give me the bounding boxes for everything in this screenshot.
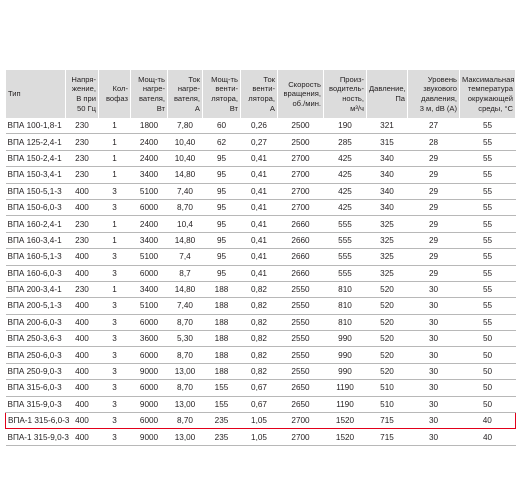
table-cell: 190 [324, 118, 367, 134]
table-cell-type: ВПА 200-6,0-3 [6, 314, 66, 330]
table-cell: 50 [460, 380, 516, 396]
table-cell: 8,70 [168, 380, 203, 396]
table-cell: 13,00 [168, 396, 203, 412]
table-cell: 2400 [131, 134, 168, 150]
table-cell: 3 [99, 429, 131, 445]
table-cell: 230 [66, 232, 99, 248]
table-row [6, 281, 516, 297]
table-cell: 425 [324, 150, 367, 166]
header-cell-max-temperature: Максимальная температура окружающей среды, °С [460, 70, 516, 118]
table-cell: 1520 [324, 413, 367, 429]
table-cell: 6000 [131, 314, 168, 330]
table-cell-type: ВПА 250-6,0-3 [6, 347, 66, 363]
table-cell: 55 [460, 216, 516, 232]
table-row [6, 232, 516, 248]
table-cell: 510 [367, 396, 408, 412]
table-row [6, 331, 516, 347]
table-cell: 2550 [278, 363, 324, 379]
table-row [6, 118, 516, 134]
table-cell: 3 [99, 396, 131, 412]
table-cell: 230 [66, 134, 99, 150]
table-cell: 3 [99, 183, 131, 199]
table-cell: 29 [408, 216, 460, 232]
header-cell-heater-current: Ток нагре- вателя, А [168, 70, 203, 118]
table-row [6, 265, 516, 281]
table-cell: 14,80 [168, 167, 203, 183]
table-row [6, 298, 516, 314]
table-cell: 3 [99, 380, 131, 396]
table-cell: 0,41 [241, 265, 278, 281]
table-cell: 400 [66, 380, 99, 396]
table-cell: 29 [408, 150, 460, 166]
table-cell: 3600 [131, 331, 168, 347]
table-cell: 1190 [324, 396, 367, 412]
table-cell: 285 [324, 134, 367, 150]
table-row [6, 396, 516, 412]
table-cell: 60 [203, 118, 241, 134]
table-cell: 55 [460, 249, 516, 265]
table-cell: 50 [460, 396, 516, 412]
table-cell: 55 [460, 281, 516, 297]
table-cell: 2550 [278, 298, 324, 314]
table-cell: 425 [324, 199, 367, 215]
table-cell: 95 [203, 183, 241, 199]
table-cell: 1 [99, 118, 131, 134]
table-cell: 3 [99, 331, 131, 347]
table-cell: 230 [66, 118, 99, 134]
header-cell-sound-level: Уровень звукового давления, 3 м, dB (А) [408, 70, 460, 118]
table-cell: 6000 [131, 347, 168, 363]
table-cell: 340 [367, 183, 408, 199]
table-cell: 30 [408, 396, 460, 412]
table-cell: 555 [324, 232, 367, 248]
table-cell: 0,41 [241, 199, 278, 215]
table-cell-type: ВПА 150-3,4-1 [6, 167, 66, 183]
table-cell: 6000 [131, 265, 168, 281]
table-cell: 40 [460, 429, 516, 445]
table-cell: 555 [324, 265, 367, 281]
table-cell: 555 [324, 249, 367, 265]
table-cell: 8,70 [168, 347, 203, 363]
table-cell: 235 [203, 413, 241, 429]
table-cell: 10,40 [168, 134, 203, 150]
table-cell: 400 [66, 249, 99, 265]
table-cell: 325 [367, 216, 408, 232]
table-cell: 7,40 [168, 298, 203, 314]
table-cell: 325 [367, 249, 408, 265]
table-cell: 14,80 [168, 232, 203, 248]
table-cell-type: ВПА 150-2,4-1 [6, 150, 66, 166]
table-cell: 0,41 [241, 183, 278, 199]
table-cell: 2700 [278, 150, 324, 166]
table-cell: 55 [460, 314, 516, 330]
table-cell: 29 [408, 199, 460, 215]
table-cell-type: ВПА 200-3,4-1 [6, 281, 66, 297]
table-row [6, 199, 516, 215]
table-cell: 3 [99, 265, 131, 281]
table-cell: 0,41 [241, 232, 278, 248]
table-row [6, 363, 516, 379]
table-cell-type: ВПА 160-2,4-1 [6, 216, 66, 232]
table-row [6, 429, 516, 445]
table-cell: 2660 [278, 232, 324, 248]
table-cell: 0,82 [241, 331, 278, 347]
table-cell: 810 [324, 298, 367, 314]
table-row [6, 347, 516, 363]
table-cell: 3 [99, 298, 131, 314]
table-row-highlighted [6, 413, 516, 429]
table-cell: 9000 [131, 396, 168, 412]
table-cell: 520 [367, 281, 408, 297]
table-cell: 9000 [131, 363, 168, 379]
table-cell: 7,40 [168, 183, 203, 199]
table-cell: 29 [408, 265, 460, 281]
table-cell: 95 [203, 249, 241, 265]
table-cell-type: ВПА 315-6,0-3 [6, 380, 66, 396]
table-cell: 810 [324, 281, 367, 297]
table-cell: 10,40 [168, 150, 203, 166]
table-cell: 1 [99, 150, 131, 166]
table-cell-type: ВПА 250-9,0-3 [6, 363, 66, 379]
table-row [6, 380, 516, 396]
table-cell: 1190 [324, 380, 367, 396]
table-cell: 62 [203, 134, 241, 150]
table-cell: 95 [203, 216, 241, 232]
table-cell: 1 [99, 134, 131, 150]
table-cell: 55 [460, 167, 516, 183]
table-cell: 13,00 [168, 363, 203, 379]
table-cell: 230 [66, 167, 99, 183]
table-cell-type: ВПА 160-6,0-3 [6, 265, 66, 281]
table-row [6, 183, 516, 199]
table-cell: 2660 [278, 249, 324, 265]
table-cell: 425 [324, 167, 367, 183]
table-cell: 0,41 [241, 216, 278, 232]
table-cell-type: ВПА 125-2,4-1 [6, 134, 66, 150]
table-cell: 3400 [131, 281, 168, 297]
table-cell: 29 [408, 232, 460, 248]
table-cell: 230 [66, 150, 99, 166]
table-cell: 95 [203, 199, 241, 215]
table-cell: 27 [408, 118, 460, 134]
table-cell: 2700 [278, 413, 324, 429]
table-cell: 0,41 [241, 167, 278, 183]
table-cell: 1,05 [241, 429, 278, 445]
table-cell: 40 [460, 413, 516, 429]
table-cell: 95 [203, 150, 241, 166]
table-cell: 340 [367, 150, 408, 166]
table-cell-type: ВПА 315-9,0-3 [6, 396, 66, 412]
table-cell-type: ВПА-1 315-9,0-3 [6, 429, 66, 445]
table-cell: 7,80 [168, 118, 203, 134]
table-cell-type: ВПА 100-1,8-1 [6, 118, 66, 134]
table-cell: 321 [367, 118, 408, 134]
table-cell: 6000 [131, 199, 168, 215]
table-cell: 0,41 [241, 150, 278, 166]
table-cell: 0,82 [241, 298, 278, 314]
table-cell: 14,80 [168, 281, 203, 297]
table-cell: 520 [367, 363, 408, 379]
table-cell: 2400 [131, 150, 168, 166]
table-cell: 30 [408, 281, 460, 297]
table-cell: 5100 [131, 249, 168, 265]
table-cell: 425 [324, 183, 367, 199]
table-row [6, 150, 516, 166]
table-cell: 510 [367, 380, 408, 396]
table-cell: 1 [99, 167, 131, 183]
table-cell: 188 [203, 298, 241, 314]
table-cell: 2650 [278, 380, 324, 396]
table-cell: 2650 [278, 396, 324, 412]
table-cell: 400 [66, 347, 99, 363]
table-cell: 810 [324, 314, 367, 330]
table-cell: 235 [203, 429, 241, 445]
table-cell: 30 [408, 331, 460, 347]
table-cell: 50 [460, 347, 516, 363]
table-cell: 188 [203, 281, 241, 297]
table-cell: 7,4 [168, 249, 203, 265]
table-cell: 55 [460, 134, 516, 150]
header-cell-phases: Кол- вофаз [99, 70, 131, 118]
header-cell-type: Тип [6, 70, 66, 118]
table-cell: 2700 [278, 429, 324, 445]
table-cell: 9000 [131, 429, 168, 445]
table-row [6, 216, 516, 232]
header-cell-capacity: Произ- водитель- ность, м³/ч [324, 70, 367, 118]
table-cell: 715 [367, 413, 408, 429]
table-cell: 325 [367, 265, 408, 281]
table-cell: 6000 [131, 380, 168, 396]
table-cell: 55 [460, 118, 516, 134]
table-cell: 3 [99, 249, 131, 265]
table-cell: 95 [203, 167, 241, 183]
table-cell: 55 [460, 298, 516, 314]
table-cell: 520 [367, 347, 408, 363]
table-cell: 55 [460, 183, 516, 199]
table-row [6, 314, 516, 330]
table-cell: 400 [66, 265, 99, 281]
table-cell: 2700 [278, 199, 324, 215]
table-cell: 1,05 [241, 413, 278, 429]
table-cell: 715 [367, 429, 408, 445]
table-cell: 400 [66, 396, 99, 412]
table-cell-type: ВПА 250-3,6-3 [6, 331, 66, 347]
table-cell: 2660 [278, 265, 324, 281]
table-row [6, 134, 516, 150]
table-cell: 155 [203, 380, 241, 396]
table-cell: 400 [66, 298, 99, 314]
table-cell: 0,27 [241, 134, 278, 150]
header-cell-pressure: Давление, Па [367, 70, 408, 118]
table-cell: 188 [203, 331, 241, 347]
table-cell: 1520 [324, 429, 367, 445]
table-cell: 13,00 [168, 429, 203, 445]
spec-table-container [5, 70, 515, 446]
table-cell: 315 [367, 134, 408, 150]
table-cell: 2550 [278, 347, 324, 363]
table-cell: 2500 [278, 118, 324, 134]
header-cell-rotation-speed: Скорость вращения, об./мин. [278, 70, 324, 118]
table-cell-type: ВПА 160-5,1-3 [6, 249, 66, 265]
header-cell-voltage: Напря- жение, В при 50 Гц [66, 70, 99, 118]
table-cell: 400 [66, 429, 99, 445]
table-cell: 55 [460, 199, 516, 215]
table-cell: 55 [460, 265, 516, 281]
table-cell: 990 [324, 331, 367, 347]
table-cell: 0,82 [241, 314, 278, 330]
table-cell: 2550 [278, 281, 324, 297]
table-cell: 5,30 [168, 331, 203, 347]
table-cell-type: ВПА 200-5,1-3 [6, 298, 66, 314]
table-cell: 0,41 [241, 249, 278, 265]
header-cell-fan-current: Ток венти- лятора, А [241, 70, 278, 118]
table-cell: 555 [324, 216, 367, 232]
table-cell: 0,67 [241, 380, 278, 396]
table-cell: 3 [99, 314, 131, 330]
table-cell: 0,82 [241, 281, 278, 297]
table-cell: 30 [408, 298, 460, 314]
table-cell: 520 [367, 298, 408, 314]
table-cell: 400 [66, 331, 99, 347]
table-cell: 188 [203, 314, 241, 330]
table-cell: 2400 [131, 216, 168, 232]
table-cell: 5100 [131, 298, 168, 314]
header-cell-heater-power: Мощ-ть нагре- вателя, Вт [131, 70, 168, 118]
table-cell: 95 [203, 265, 241, 281]
table-cell: 6000 [131, 413, 168, 429]
table-cell-type: ВПА 150-5,1-3 [6, 183, 66, 199]
table-cell: 8,70 [168, 413, 203, 429]
table-cell-type: ВПА-1 315-6,0-3 [6, 413, 66, 429]
table-body [6, 118, 516, 445]
table-cell: 230 [66, 281, 99, 297]
table-cell: 400 [66, 363, 99, 379]
table-cell: 325 [367, 232, 408, 248]
table-cell: 230 [66, 216, 99, 232]
table-cell-type: ВПА 150-6,0-3 [6, 199, 66, 215]
table-cell: 0,82 [241, 347, 278, 363]
table-cell: 3 [99, 347, 131, 363]
table-cell: 50 [460, 363, 516, 379]
table-cell: 400 [66, 199, 99, 215]
table-cell: 8,7 [168, 265, 203, 281]
table-cell: 8,70 [168, 199, 203, 215]
table-cell: 2500 [278, 134, 324, 150]
table-cell: 29 [408, 167, 460, 183]
table-cell: 30 [408, 380, 460, 396]
table-cell: 400 [66, 413, 99, 429]
table-cell: 400 [66, 183, 99, 199]
table-cell: 30 [408, 363, 460, 379]
table-cell: 188 [203, 363, 241, 379]
table-cell: 2700 [278, 183, 324, 199]
table-cell: 1 [99, 281, 131, 297]
table-cell: 188 [203, 347, 241, 363]
table-cell: 2660 [278, 216, 324, 232]
table-cell: 30 [408, 347, 460, 363]
table-cell: 340 [367, 167, 408, 183]
table-cell: 55 [460, 232, 516, 248]
table-cell-type: ВПА 160-3,4-1 [6, 232, 66, 248]
table-cell: 0,82 [241, 363, 278, 379]
table-cell: 3400 [131, 232, 168, 248]
table-cell: 1 [99, 232, 131, 248]
table-cell: 95 [203, 232, 241, 248]
table-cell: 0,67 [241, 396, 278, 412]
table-cell: 30 [408, 413, 460, 429]
table-cell: 340 [367, 199, 408, 215]
table-cell: 55 [460, 150, 516, 166]
table-cell: 3 [99, 363, 131, 379]
table-cell: 29 [408, 249, 460, 265]
header-row [6, 70, 516, 118]
table-cell: 5100 [131, 183, 168, 199]
table-cell: 10,4 [168, 216, 203, 232]
table-cell: 0,26 [241, 118, 278, 134]
table-cell: 400 [66, 314, 99, 330]
table-cell: 30 [408, 429, 460, 445]
table-cell: 155 [203, 396, 241, 412]
table-cell: 1 [99, 216, 131, 232]
table-cell: 50 [460, 331, 516, 347]
table-cell: 990 [324, 347, 367, 363]
table-cell: 520 [367, 314, 408, 330]
table-cell: 520 [367, 331, 408, 347]
table-cell: 29 [408, 183, 460, 199]
table-cell: 990 [324, 363, 367, 379]
table-cell: 8,70 [168, 314, 203, 330]
table-cell: 2550 [278, 314, 324, 330]
table-cell: 2550 [278, 331, 324, 347]
table-cell: 2700 [278, 167, 324, 183]
table-row [6, 249, 516, 265]
header-cell-fan-power: Мощ-ть венти- лятора, Вт [203, 70, 241, 118]
table-cell: 3400 [131, 167, 168, 183]
table-cell: 30 [408, 314, 460, 330]
table-cell: 3 [99, 199, 131, 215]
table-row [6, 167, 516, 183]
table-cell: 28 [408, 134, 460, 150]
table-cell: 3 [99, 413, 131, 429]
table-cell: 1800 [131, 118, 168, 134]
spec-table [5, 70, 516, 446]
